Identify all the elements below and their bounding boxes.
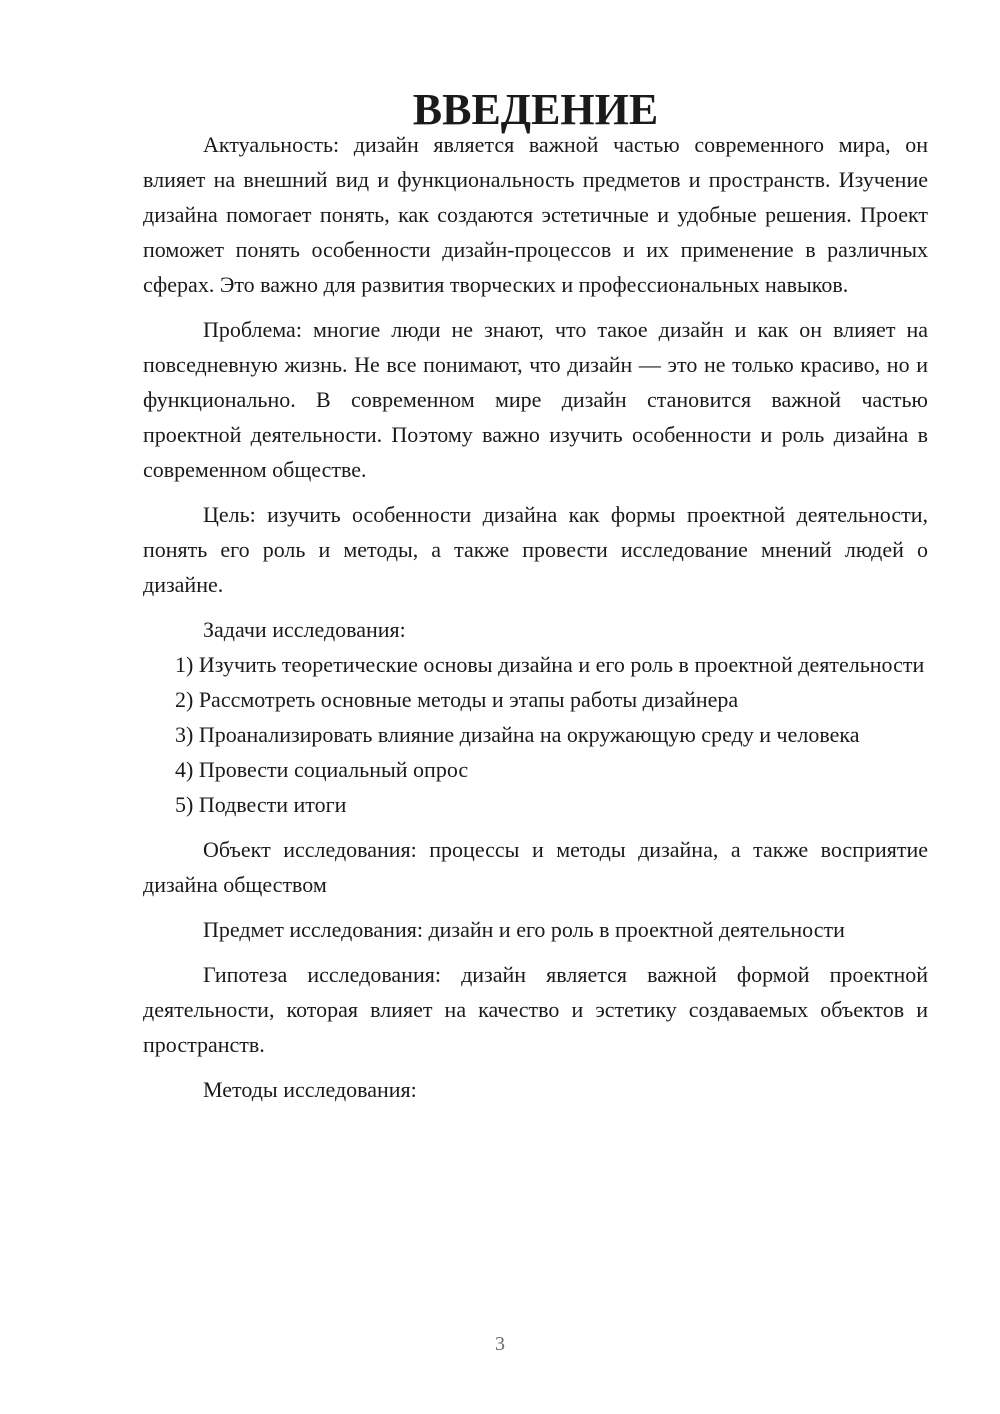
page-title: ВВЕДЕНИЕ xyxy=(412,85,659,134)
paragraph-object: Объект исследования: процессы и методы дизайна, а также восприятие дизайна обществом xyxy=(143,837,928,897)
list-item: 2) Рассмотреть основные методы и этапы работы дизайнера xyxy=(175,687,739,712)
paragraph-relevance: Актуальность: дизайн является важной частью современного мира, он влияет на внешний вид и функциональность предметов и пространств. Изучение дизайна помогает понять, как создаются эстетичные и удобные решения. Проект поможет понять особенности дизайн-процессов и их применение в различных сферах. Это важно для развития творческих и профессиональных навыков. xyxy=(143,132,928,297)
list-item: 3) Проанализировать влияние дизайна на окружающую среду и человека xyxy=(175,722,860,747)
tasks-heading: Задачи исследования: xyxy=(203,617,406,642)
tasks-list xyxy=(143,647,928,822)
page-content xyxy=(143,85,928,1107)
paragraph-subject: Предмет исследования: дизайн и его роль в проектной деятельности xyxy=(203,917,845,942)
paragraph-hypothesis: Гипотеза исследования: дизайн является важной формой проектной деятельности, которая влияет на качество и эстетику создаваемых объектов и пространств. xyxy=(143,962,928,1057)
methods-heading: Методы исследования: xyxy=(203,1077,417,1102)
list-item: 1) Изучить теоретические основы дизайна и его роль в проектной деятельности xyxy=(175,652,925,677)
list-item: 5) Подвести итоги xyxy=(175,792,347,817)
paragraph-problem: Проблема: многие люди не знают, что такое дизайн и как он влияет на повседневную жизнь. Не все понимают, что дизайн — это не только красиво, но и функционально. В современном мире дизайн становится важной частью проектной деятельности. Поэтому важно изучить особенности и роль дизайна в современном обществе. xyxy=(143,317,928,482)
page-number: 3 xyxy=(495,1333,505,1355)
paragraph-goal: Цель: изучить особенности дизайна как формы проектной деятельности, понять его роль и методы, а также провести исследование мнений людей о дизайне. xyxy=(143,502,928,597)
list-item: 4) Провести социальный опрос xyxy=(175,757,469,782)
